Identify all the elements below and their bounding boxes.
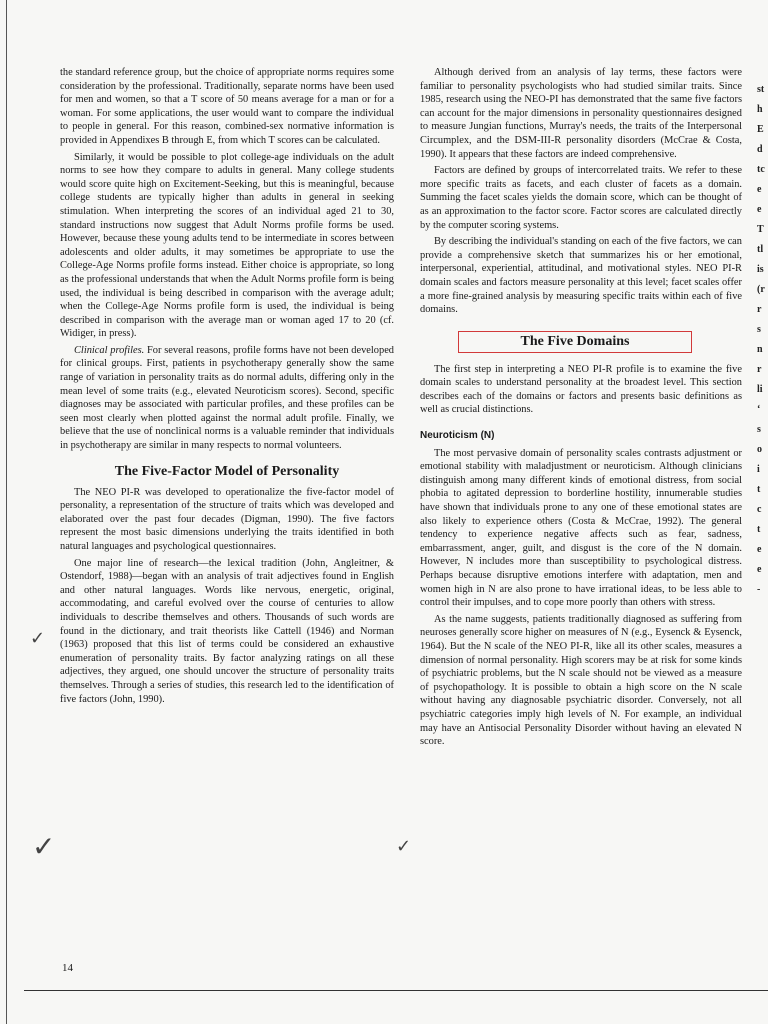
edge-letter: ‘ (757, 404, 761, 415)
right-column (420, 66, 742, 752)
left-paragraph-1: the standard reference group, but the choice of appropriate norms requires some consideration by the professional. Traditionally, separate norms have been used for men and women, so that a T score of 50 means average for a man or for a woman. For some applications, the user would want to compare the individual to people in general. For this reason, combined-sex normative information is provided in Appendixes B through E, from which T scores can be calculated. (60, 67, 394, 146)
right-paragraph-5: The most pervasive domain of personality scales contrasts adjustment or emotional stability with maladjustment or neuroticism. Although clinicians distinguish among many different kinds of emotional distress, from social phobia to agitated depression to borderline hostility, innumerable studies have shown that individuals prone to any one of these emotional states are also likely to experience others (Costa & McCrae, 1992). The general tendency to experience negative affects such as fear, sadness, embarrassment, anger, guilt, and disgust is the core of the N domain. However, N includes more than susceptibility to psychological distress. Perhaps because disruptive emotions interfere with adaptation, men and women high in N are also prone to have irrational ideas, to be less able to control their impulses, and to cope more poorly than others with stress. (420, 447, 742, 609)
left-paragraph-3 (60, 344, 394, 453)
edge-letter: T (757, 224, 764, 235)
handwritten-check-mark: ✓ (30, 628, 46, 649)
edge-letter: tc (757, 164, 765, 175)
edge-letter: t (757, 484, 761, 495)
edge-letter: r (757, 304, 762, 315)
edge-letter: t (757, 524, 761, 535)
left-paragraph-3-text: For several reasons, profile forms have not been developed for clinical groups. First, patients in psychotherapy generally show the same range of variation in personality traits as do normal adults, differing only in the mean level of some traits (e.g., elevated Neuroticism scores). Second, specific diagnoses may be associated with particular profiles, and these profiles can be seen most clearly when plotted against the normal adult profile. Finally, we believe that the use of nonclinical norms is a valuable reminder that individuals in psychotherapy are similar in many respects to normal volunteers. (60, 344, 395, 452)
edge-letter: e (757, 184, 762, 195)
edge-letter: o (757, 444, 762, 455)
handwritten-check-mark: ✓ (396, 836, 412, 857)
edge-letter: h (757, 104, 763, 115)
page-bottom-rule (24, 990, 768, 991)
edge-letter: c (757, 504, 762, 515)
right-paragraph-4: The first step in interpreting a NEO PI-R profile is to examine the five domain scales to understand personality at the broadest level. This section describes each of the domains or factors and presents basic definitions as well as crucial distinctions. (420, 363, 742, 416)
edge-letter: E (757, 124, 764, 135)
page-number: 14 (62, 962, 73, 974)
neuroticism-subheading: Neuroticism (N) (420, 430, 495, 442)
left-column (60, 66, 394, 709)
left-paragraph-5: One major line of research—the lexical tradition (John, Angleitner, & Ostendorf, 1988)—began with an analysis of trait adjectives found in English and other natural languages. Words like nervous, energetic, original, accommodating, and careful evolved over the course of centuries to allow individuals to describe themselves and others. Thousands of such words are found in the dictionary, and trait theorists like Cattell (1946) and Norman (1963) proposed that this list of terms could be considered an exhaustive enumeration of personality traits. By factor analyzing ratings on all these adjectives, they argued, one should uncover the structure of personality traits themselves. Through a series of studies, this research led to the identification of five factors (John, 1990). (60, 557, 394, 705)
edge-letter: li (757, 384, 763, 395)
edge-letter: n (757, 344, 763, 355)
edge-letter: st (757, 84, 765, 95)
five-domains-heading: The Five Domains (458, 331, 692, 353)
adjacent-page-edge-text (757, 80, 768, 600)
edge-letter: e (757, 204, 762, 215)
page-edge-line (6, 0, 7, 1024)
edge-letter: r (757, 364, 762, 375)
handwritten-check-mark: ✓ (32, 830, 56, 863)
right-paragraph-2: Factors are defined by groups of intercorrelated traits. We refer to these more specific traits as facets, and each cluster of facets as a domain. Summing the facet scales yields the domain score, which can be thought of as an approximation to the factor score. Factor scores are calculated directly by the computer scoring systems. (420, 165, 742, 231)
left-paragraph-2: Similarly, it would be possible to plot college-age individuals on the adult norms to see how they compare to adults in general. Many college students would score quite high on Excitement-Seeking, but this is meaningful, because college students are typically higher than adults in general in seeking stimulation. When interpreting the scores of an individual aged 21 to 30, standard instructions now suggest that Adult Norms profile forms be used. However, because these young adults tend to be intermediate in scores between adolescents and older adults, it may sometimes be appropriate to use the College-Age Norms profile forms instead. Either choice is appropriate, so long as the professional understands that when the Adult Norms profile form is being used, the individual is being described in comparison with the average adult; when the College-Age Norms profile form is used, the individual is being described in comparison with the average man or woman aged 17 to 20 (cf. Widiger, in press). (60, 151, 394, 340)
edge-letter: is (757, 264, 764, 275)
right-paragraph-1: Although derived from an analysis of lay terms, these factors were familiar to personality psychologists who had studied similar traits. Since 1985, research using the NEO-PI has demonstrated that the same five factors can account for the major dimensions in personality questionnaires designed to measure Jungian functions, Murray's needs, the traits of the Interpersonal Circumplex, and the DSM-III-R personality disorders (McCrae & Costa, 1990). It appears that these factors are indeed comprehensive. (420, 67, 742, 160)
edge-letter: e (757, 544, 762, 555)
edge-letter: e (757, 564, 762, 575)
left-paragraph-4: The NEO PI-R was developed to operationalize the five-factor model of personality, a representation of the structure of traits which was developed and elaborated over the past four decades (Digman, 1990). The five factors represent the most basic dimensions underlying the traits identified in both natural languages and psychological questionnaires. (60, 486, 394, 552)
edge-letter: s (757, 424, 761, 435)
edge-letter: d (757, 144, 763, 155)
edge-letter: s (757, 324, 761, 335)
edge-letter: tl (757, 244, 764, 255)
edge-letter: i (757, 464, 760, 475)
right-paragraph-3: By describing the individual's standing on each of the five factors, we can provide a comprehensive sketch that summarizes his or her emotional, interpersonal, experiential, attitudinal, and motivational styles. NEO PI-R domain scales and factors measure personality at this level; facet scales offer a more fine-grained analysis by measuring specific traits within each of five domains. (420, 236, 742, 316)
five-factor-model-heading: The Five-Factor Model of Personality (114, 463, 340, 479)
right-paragraph-6: As the name suggests, patients traditionally diagnosed as suffering from neuroses generally score higher on measures of N (e.g., Eysenck & Eysenck, 1964). But the N scale of the NEO PI-R, like all its other scales, measures a dimension of normal personality. High scorers may be at risk for some kinds of psychiatric problems, but the N scale should not be viewed as a measure of psychopathology. It is possible to obtain a high score on the N scale without having any diagnosable psychiatric disorder. Conversely, not all psychiatric categories imply high levels of N. For example, an individual may have an Antisocial Personality Disorder without having an elevated N score. (420, 613, 742, 748)
clinical-profiles-label: Clinical profiles. (74, 344, 145, 356)
edge-letter: (r (757, 284, 765, 295)
edge-letter: - (757, 584, 761, 595)
